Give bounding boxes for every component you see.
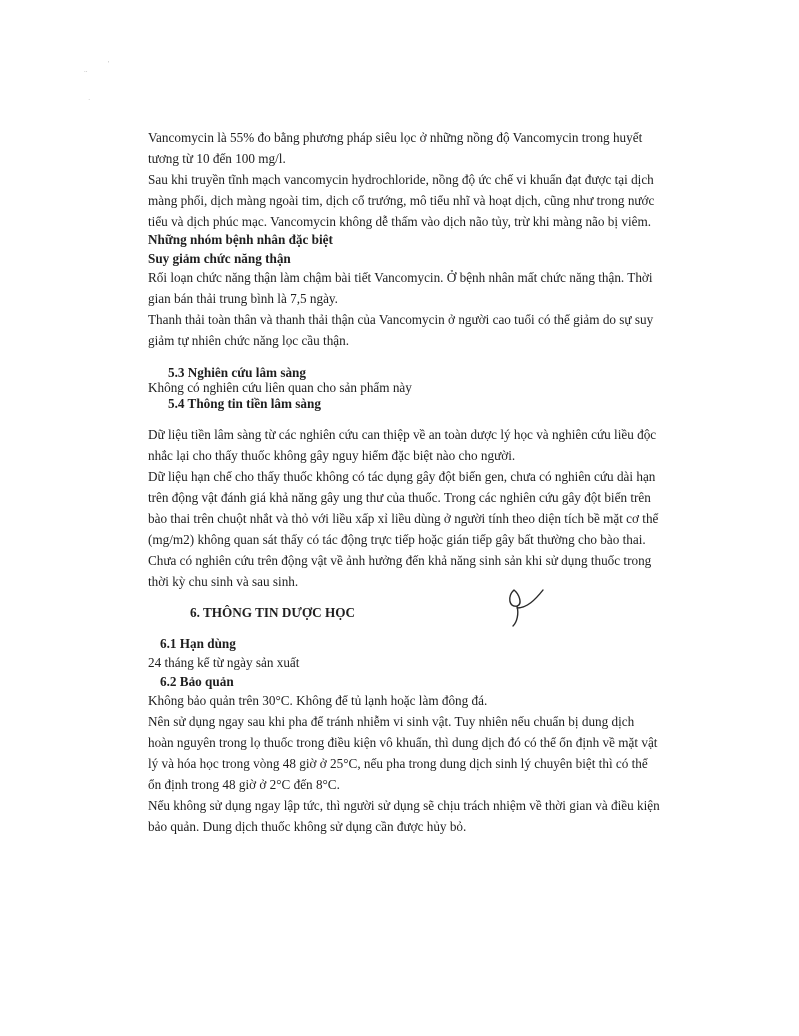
section-heading-6-1: 6.1 Hạn dùng	[160, 636, 236, 651]
scan-specks	[78, 58, 118, 108]
body-line: 24 tháng kể từ ngày sản xuất	[148, 655, 300, 670]
section-heading-6-2: 6.2 Bảo quản	[160, 674, 234, 689]
body-line: (mg/m2) không quan sát thấy có tác động trực tiếp hoặc gián tiếp gây bất thường cho bào thai.	[148, 532, 646, 547]
body-line: Nên sử dụng ngay sau khi pha để tránh nhiễm vi sinh vật. Tuy nhiên nếu chuẩn bị dung dịch	[148, 714, 635, 729]
body-line: tiểu và dịch phúc mạc. Vancomycin không dễ thấm vào dịch não tủy, trừ khi màng não bị viêm.	[148, 214, 652, 229]
body-line: gian bán thải trung bình là 7,5 ngày.	[148, 291, 338, 306]
body-line: Vancomycin là 55% đo bằng phương pháp siêu lọc ở những nồng độ Vancomycin trong huyết	[148, 130, 643, 145]
body-line: bào thai trên chuột nhắt và thỏ với liều xấp xỉ liều dùng ở người tính theo diện tích bề mặt cơ thể	[148, 511, 659, 526]
section-heading-6: 6. THÔNG TIN DƯỢC HỌC	[190, 605, 355, 620]
body-line: Rối loạn chức năng thận làm chậm bài tiết Vancomycin. Ở bệnh nhân mất chức năng thận. Thời	[148, 270, 653, 285]
body-line: Không có nghiên cứu liên quan cho sản phẩm này	[148, 380, 412, 395]
body-line: màng phổi, dịch màng ngoài tim, dịch cổ trướng, mô tiểu nhĩ và hoạt dịch, cũng như trong nước	[148, 193, 655, 208]
section-heading-5-4: 5.4 Thông tin tiền lâm sàng	[168, 396, 321, 411]
body-line: giảm tự nhiên chức năng lọc cầu thận.	[148, 333, 350, 348]
speck-3: ·	[88, 96, 91, 104]
subheading-renal-impairment: Suy giảm chức năng thận	[148, 251, 291, 266]
body-line: bảo quản. Dung dịch thuốc không sử dụng cần được hủy bỏ.	[148, 819, 467, 834]
body-line: thời kỳ chu sinh và sau sinh.	[148, 574, 299, 589]
body-line: Chưa có nghiên cứu trên động vật về ảnh hưởng đến khả năng sinh sản khi sử dụng thuốc trong	[148, 553, 652, 568]
body-line: Dữ liệu tiền lâm sàng từ các nghiên cứu can thiệp về an toàn dược lý học và nghiên cứu liều độc	[148, 427, 657, 442]
handwritten-signature	[505, 586, 549, 628]
body-line: ổn định trong 48 giờ ở 2°C đến 8°C.	[148, 777, 340, 792]
body-line: Thanh thải toàn thân và thanh thải thận của Vancomycin ở người cao tuổi có thể giảm do sự suy	[148, 312, 654, 327]
body-line: Không bảo quản trên 30°C. Không để tủ lạnh hoặc làm đông đá.	[148, 693, 488, 708]
body-line: tương từ 10 đến 100 mg/l.	[148, 151, 286, 166]
speck-2: '	[108, 60, 110, 68]
subheading-special-groups: Những nhóm bệnh nhân đặc biệt	[148, 232, 333, 247]
body-line: Dữ liệu hạn chế cho thấy thuốc không có tác dụng gây đột biến gen, chưa có nghiên cứu dài hạn	[148, 469, 656, 484]
body-line: lý và hóa học trong vòng 48 giờ ở 25°C, nếu pha trong dung dịch sinh lý chuyên biệt thì có thể	[148, 756, 648, 771]
body-line: Sau khi truyền tĩnh mạch vancomycin hydrochloride, nồng độ ức chế vi khuẩn đạt được tại dịch	[148, 172, 654, 187]
section-heading-5-3: 5.3 Nghiên cứu lâm sàng	[168, 365, 306, 380]
body-line: hoàn nguyên trong lọ thuốc trong điều kiện vô khuẩn, thì dung dịch đó có thể ổn định về mặt vật	[148, 735, 658, 750]
body-line: nhắc lại cho thấy thuốc không gây nguy hiểm đặc biệt nào cho người.	[148, 448, 516, 463]
speck-1: ..	[84, 66, 88, 74]
body-line: Nếu không sử dụng ngay lập tức, thì người sử dụng sẽ chịu trách nhiệm về thời gian và điều kiện	[148, 798, 660, 813]
body-line: trên động vật đánh giá khả năng gây ung thư của thuốc. Trong các nghiên cứu gây đột biến trên	[148, 490, 651, 505]
